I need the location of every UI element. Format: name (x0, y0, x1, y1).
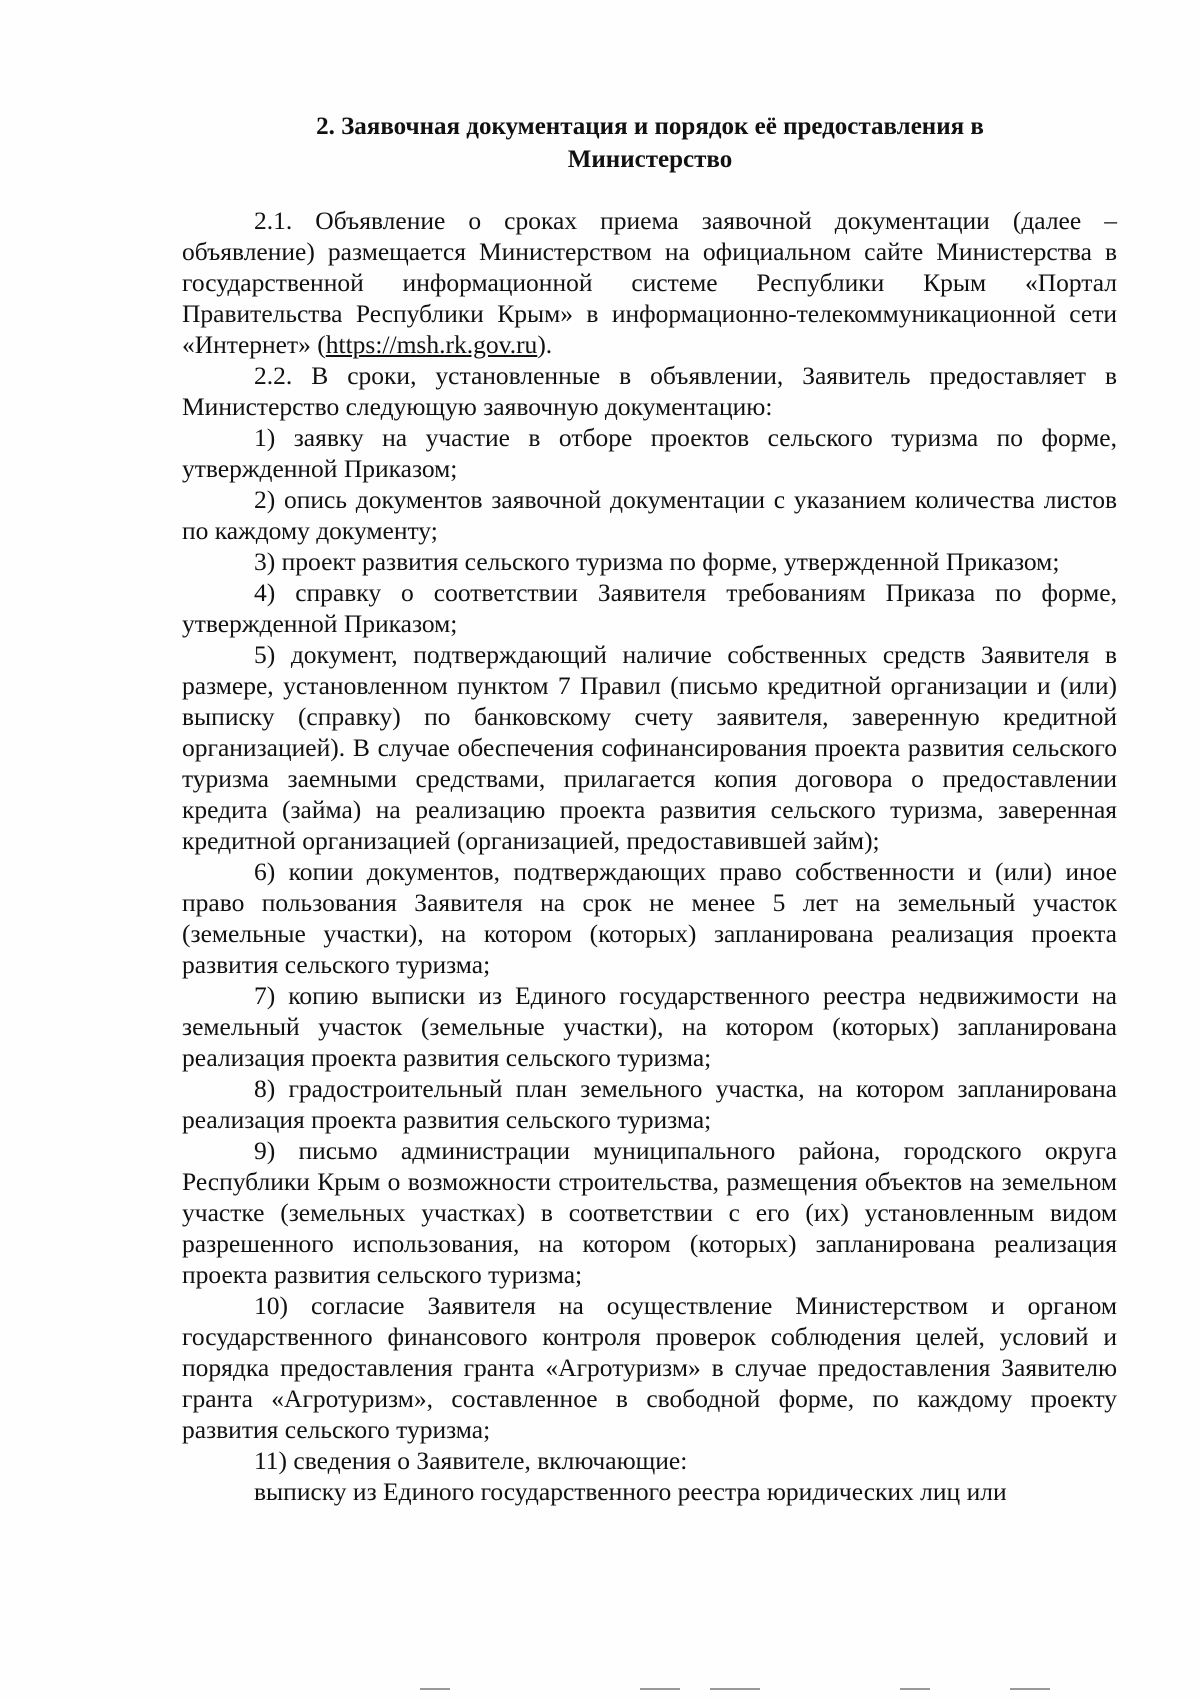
list-item: 7) копию выписки из Единого государственного реестра недвижимости на земельный участок (земельные участки), на котором (которых) запланирована реализация проекта развития сельского туризма; (182, 981, 1117, 1072)
list-item: 2) опись документов заявочной документации с указанием количества листов по каждому документу; (182, 485, 1117, 545)
cut-off-next-line (420, 1688, 1120, 1692)
list-item: 6) копии документов, подтверждающих право собственности и (или) иное право пользования Заявителя на срок не менее 5 лет на земельный участок (земельные участки), на котором (которых) запланирована реализация проекта развития сельского туризма; (182, 857, 1117, 979)
list-item: 3) проект развития сельского туризма по форме, утвержденной Приказом; (254, 547, 1060, 576)
paragraph-2-1-text: 2.1. Объявление о сроках приема заявочной документации (далее – объявление) размещается Министерством на официальном сайте Министерства в государственной информационной системе Республики Крым «Портал Правительства Республики Крым» в информационно-телекоммуникационной сети «Интернет» ( (182, 206, 1117, 359)
list-item: 5) документ, подтверждающий наличие собственных средств Заявителя в размере, установленном пунктом 7 Правил (письмо кредитной организации и (или) выписку (справку) по банковскому счету заявителя, заверенную кредитной организацией). В случае обеспечения софинансирования проекта развития сельского туризма заемными средствами, прилагается копия договора о предоставлении кредита (займа) на реализацию проекта развития сельского туризма, заверенная кредитной организацией (организацией, предоставившей займ); (182, 640, 1117, 855)
list-item: 9) письмо администрации муниципального района, городского округа Республики Крым о возможности строительства, размещения объектов на земельном участке (земельных участках) в соответствии с его (их) установленным видом разрешенного использования, на котором (которых) запланирована реализация проекта развития сельского туризма; (182, 1136, 1117, 1289)
paragraph-2-1-tail: ). (537, 330, 553, 359)
list-item: 11) сведения о Заявителе, включающие: (254, 1446, 688, 1475)
list-item: 8) градостроительный план земельного участка, на котором запланирована реализация проекта развития сельского туризма; (182, 1074, 1117, 1134)
section-heading-line-2: Министерство (567, 146, 733, 173)
section-heading (180, 110, 1120, 176)
list-item: 4) справку о соответствии Заявителя требованиям Приказа по форме, утвержденной Приказом; (182, 578, 1117, 638)
list-item-continuation: выписку из Единого государственного реестра юридических лиц или (254, 1477, 1007, 1506)
paragraph-2-1 (182, 205, 1117, 360)
section-heading-line-1: 2. Заявочная документация и порядок её предоставления в (316, 113, 984, 140)
list-item: 1) заявку на участие в отборе проектов сельского туризма по форме, утвержденной Приказом; (182, 423, 1117, 483)
document-body (182, 205, 1117, 1507)
list-item: 10) согласие Заявителя на осуществление Министерством и органом государственного финансового контроля проверок соблюдения целей, условий и порядка предоставления гранта «Агротуризм» в случае предоставления Заявителю гранта «Агротуризм», составленное в свободной форме, по каждому проекту развития сельского туризма; (182, 1291, 1117, 1444)
paragraph-2-2: 2.2. В сроки, установленные в объявлении, Заявитель предоставляет в Министерство следующую заявочную документацию: (182, 361, 1117, 421)
ministry-website-link[interactable]: https://msh.rk.gov.ru (325, 330, 538, 359)
